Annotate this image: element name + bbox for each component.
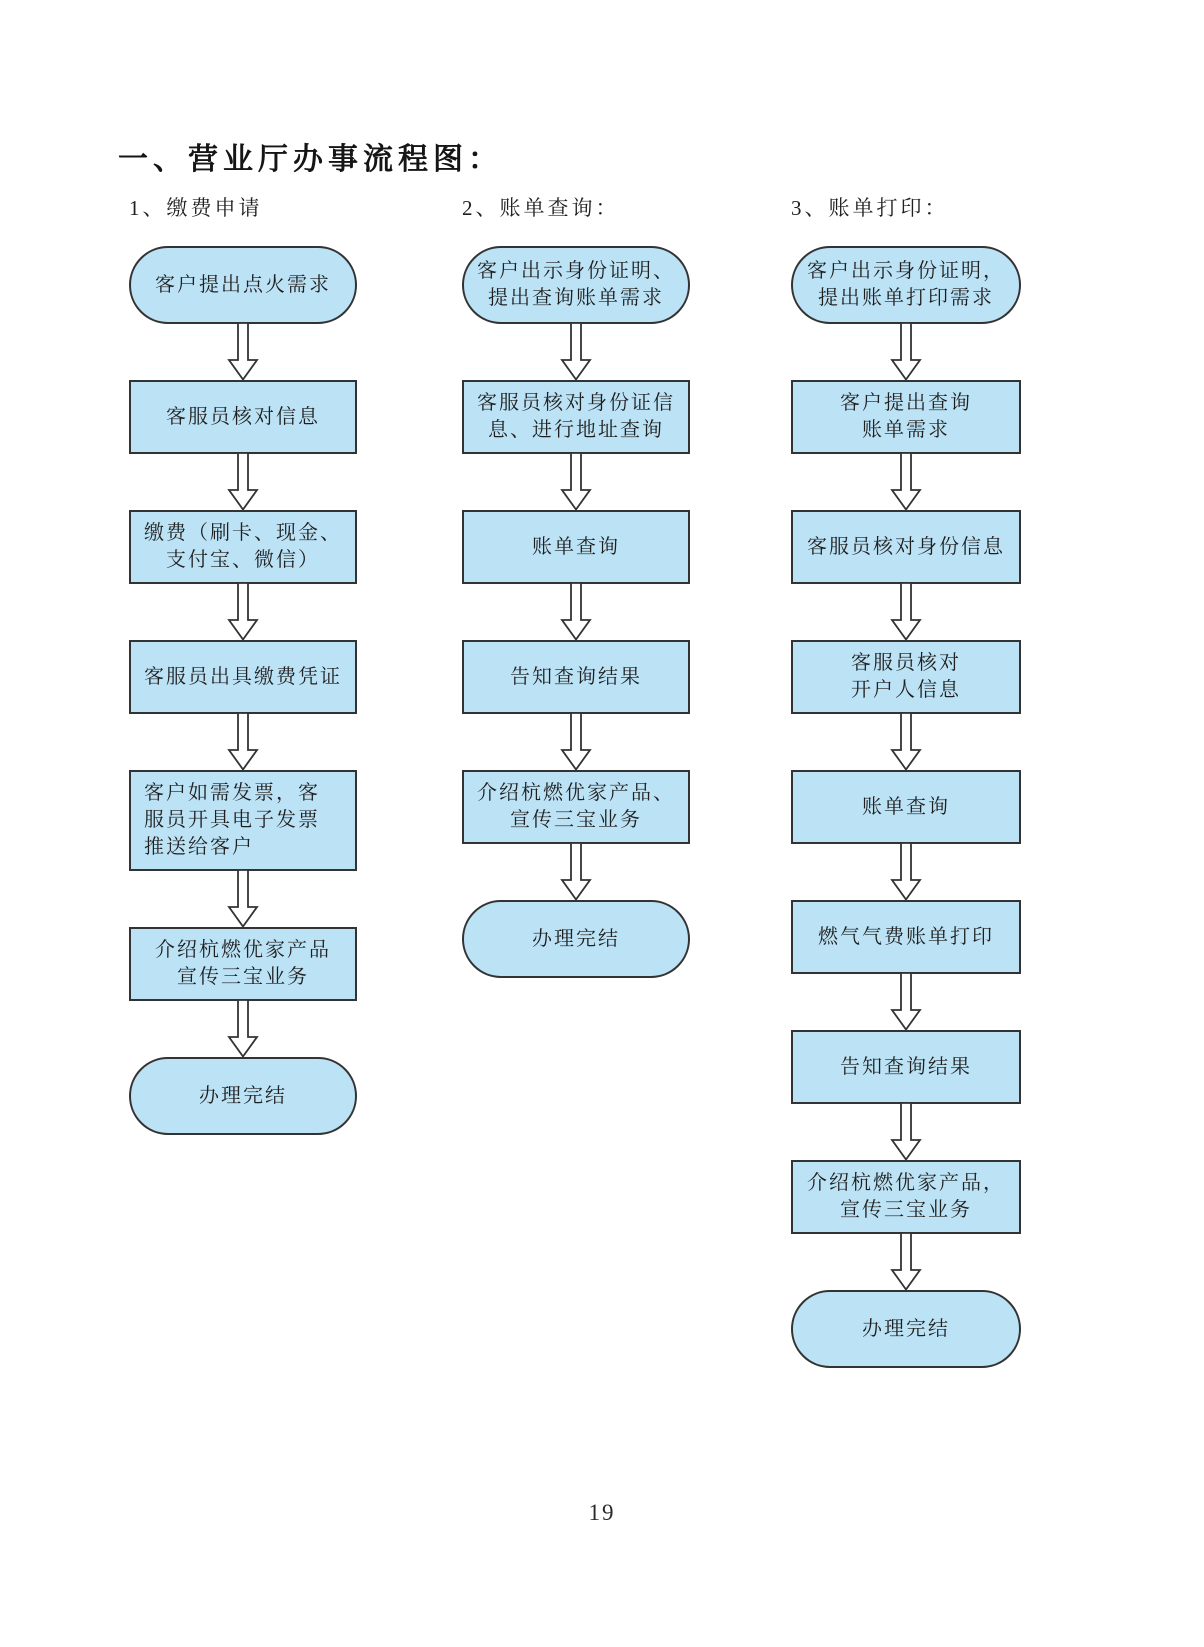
node-text-line: 宣传三宝业务 (177, 966, 309, 988)
terminal-node (129, 246, 357, 324)
down-arrow-icon (889, 453, 923, 511)
node-text-line: 客服员核对身份信息 (807, 535, 1005, 558)
flowchart-heading: 1、缴费申请 (129, 196, 263, 220)
node-text-line: 告知查询结果 (510, 665, 642, 688)
down-arrow-icon (889, 973, 923, 1031)
process-node (791, 1160, 1021, 1234)
down-arrow-icon (226, 453, 260, 511)
node-text-line: 客服员核对 (851, 652, 961, 674)
node-text-line: 客服员核对信息 (166, 405, 320, 428)
down-arrow-icon (559, 323, 593, 381)
node-text-line: 办理完结 (199, 1084, 287, 1107)
node-text-line: 宣传三宝业务 (510, 809, 642, 831)
down-arrow-icon (559, 453, 593, 511)
terminal-node (462, 246, 690, 324)
node-text-line: 账单需求 (862, 419, 950, 441)
flowchart-heading: 3、账单打印： (791, 196, 949, 220)
down-arrow-icon (889, 323, 923, 381)
page-title: 一、营业厅办事流程图： (118, 143, 503, 176)
node-text-line: 账单查询 (862, 795, 950, 818)
down-arrow-icon (889, 843, 923, 901)
node-text-line: 办理完结 (532, 927, 620, 950)
process-node (791, 900, 1021, 974)
node-text-line: 支付宝、微信） (166, 549, 320, 571)
node-text-line: 客服员核对身份证信 (477, 392, 675, 414)
down-arrow-icon (889, 1233, 923, 1291)
node-text-line: 息、进行地址查询 (488, 419, 664, 441)
process-node (129, 510, 357, 584)
page-number: 19 (588, 1500, 616, 1525)
node-text-line: 客户如需发票，客 (144, 782, 320, 804)
node-text-line: 燃气气费账单打印 (818, 925, 994, 948)
flowchart-heading: 2、账单查询： (462, 196, 620, 220)
node-text-line: 客户出示身份证明， (807, 260, 1005, 282)
process-node (129, 770, 357, 871)
down-arrow-icon (559, 843, 593, 901)
down-arrow-icon (226, 323, 260, 381)
node-text-line: 提出账单打印需求 (818, 287, 994, 309)
node-text-line: 介绍杭燃优家产品， (807, 1172, 1005, 1194)
terminal-node (129, 1057, 357, 1135)
process-node (791, 770, 1021, 844)
flowchart-column (462, 192, 690, 978)
down-arrow-icon (559, 713, 593, 771)
node-text-line: 办理完结 (862, 1317, 950, 1340)
process-node (129, 380, 357, 454)
process-node (129, 927, 357, 1001)
flowchart-column (791, 192, 1021, 1368)
node-text-line: 告知查询结果 (840, 1055, 972, 1078)
terminal-node (462, 900, 690, 978)
down-arrow-icon (559, 583, 593, 641)
node-text-line: 缴费（刷卡、现金、 (144, 522, 342, 544)
node-text-line: 客户提出点火需求 (155, 273, 331, 296)
process-node (129, 640, 357, 714)
process-node (791, 510, 1021, 584)
down-arrow-icon (889, 1103, 923, 1161)
down-arrow-icon (226, 870, 260, 928)
process-node (791, 380, 1021, 454)
down-arrow-icon (889, 583, 923, 641)
node-text-line: 客服员出具缴费凭证 (144, 665, 342, 688)
process-node (462, 380, 690, 454)
node-text-line: 宣传三宝业务 (840, 1199, 972, 1221)
node-text-line: 提出查询账单需求 (488, 287, 664, 309)
down-arrow-icon (226, 583, 260, 641)
node-text-line: 开户人信息 (851, 679, 961, 701)
process-node (462, 510, 690, 584)
flowchart-column (129, 192, 357, 1135)
node-text-line: 服员开具电子发票 (144, 809, 320, 831)
terminal-node (791, 246, 1021, 324)
node-text-line: 客户出示身份证明、 (477, 260, 675, 282)
node-text-line: 介绍杭燃优家产品、 (477, 782, 675, 804)
process-node (791, 1030, 1021, 1104)
node-text-line: 账单查询 (532, 535, 620, 558)
node-text-line: 介绍杭燃优家产品 (155, 939, 331, 961)
down-arrow-icon (889, 713, 923, 771)
node-text-line: 推送给客户 (144, 836, 254, 858)
process-node (791, 640, 1021, 714)
process-node (462, 770, 690, 844)
terminal-node (791, 1290, 1021, 1368)
down-arrow-icon (226, 1000, 260, 1058)
down-arrow-icon (226, 713, 260, 771)
process-node (462, 640, 690, 714)
node-text-line: 客户提出查询 (840, 392, 972, 414)
